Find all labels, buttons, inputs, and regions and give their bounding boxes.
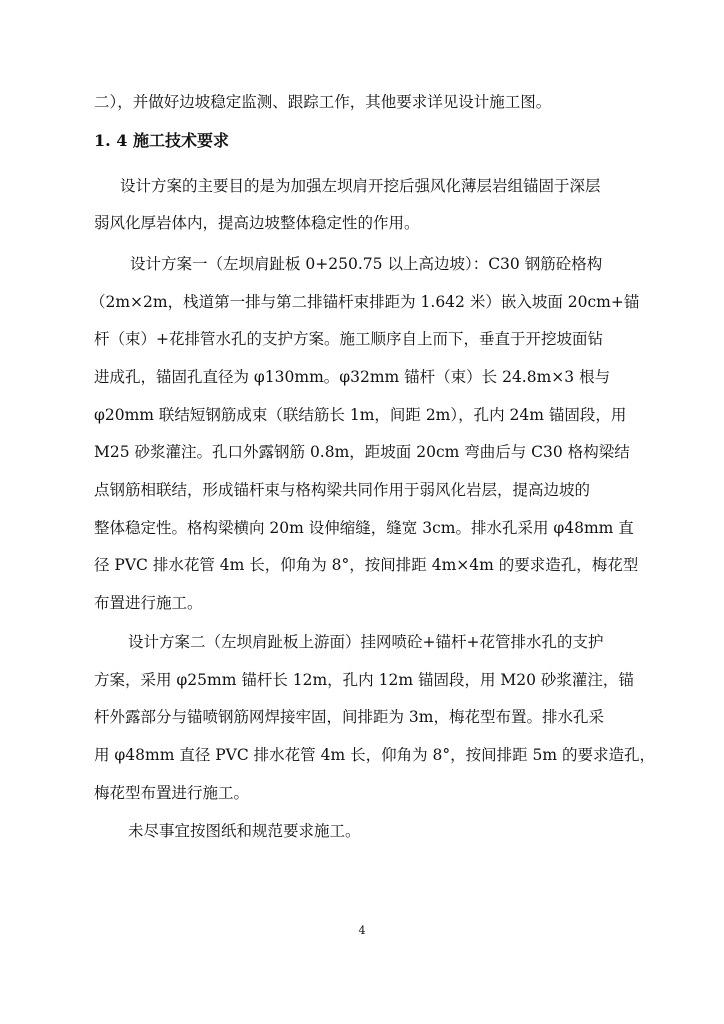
paragraph-line: （2m×2m，栈道第一排与第二排锚杆束排距为 1.642 米）嵌入坡面 20cm+锚 xyxy=(90,293,640,311)
paragraph-line: 设计方案一（左坝肩趾板 0+250.75 以上高边坡）：C30 钢筋砼格构 xyxy=(130,255,603,273)
paragraph-line: 杆外露部分与锚喷钢筋网焊接牢固，间排距为 3m，梅花型布置。排水孔采 xyxy=(94,708,604,726)
paragraph-line: 弱风化厚岩体内，提高边坡整体稳定性的作用。 xyxy=(94,214,420,232)
paragraph-line: 点钢筋相联结，形成锚杆束与格构梁共同作用于弱风化岩层，提高边坡的 xyxy=(94,481,591,499)
paragraph-line: 设计方案二（左坝肩趾板上游面）挂网喷砼+锚杆+花管排水孔的支护 xyxy=(128,633,604,651)
paragraph-line: 方案，采用 φ25mm 锚杆长 12m，孔内 12m 锚固段，用 M20 砂浆灌注，锚 xyxy=(94,671,634,689)
paragraph-line: φ20mm 联结短钢筋成束（联结筋长 1m，间距 2m），孔内 24m 锚固段，用 xyxy=(94,406,627,424)
paragraph-line: 整体稳定性。格构梁横向 20m 设伸缩缝，缝宽 3cm。排水孔采用 φ48mm 直 xyxy=(94,519,634,537)
paragraph-4: 未尽事宜按图纸和规范要求施工。 xyxy=(128,822,361,840)
paragraph-line: 进成孔，锚固孔直径为 φ130mm。φ32mm 锚杆（束）长 24.8m×3 根与 xyxy=(94,368,611,386)
paragraph-line: 用 φ48mm 直径 PVC 排水花管 4m 长，仰角为 8°，按间排距 5m 的要求造孔， xyxy=(94,746,656,764)
paragraph-line: M25 砂浆灌注。孔口外露钢筋 0.8m，距坡面 20cm 弯曲后与 C30 格构梁结 xyxy=(94,443,630,461)
section-heading: 1. 4 施工技术要求 xyxy=(94,131,229,150)
paragraph-line: 布置进行施工。 xyxy=(94,594,203,612)
paragraph-line: 梅花型布置进行施工。 xyxy=(94,784,250,802)
page-number: 4 xyxy=(358,924,366,937)
paragraph-line: 杆（束）+花排管水孔的支护方案。施工顺序自上而下，垂直于开挖坡面钻 xyxy=(94,330,603,348)
continuation-line: 二），并做好边坡稳定监测、跟踪工作，其他要求详见设计施工图。 xyxy=(94,93,552,111)
paragraph-line: 设计方案的主要目的是为加强左坝肩开挖后强风化薄层岩组锚固于深层 xyxy=(120,177,601,195)
paragraph-line: 径 PVC 排水花管 4m 长，仰角为 8°，按间排距 4m×4m 的要求造孔，梅花型 xyxy=(94,556,639,574)
